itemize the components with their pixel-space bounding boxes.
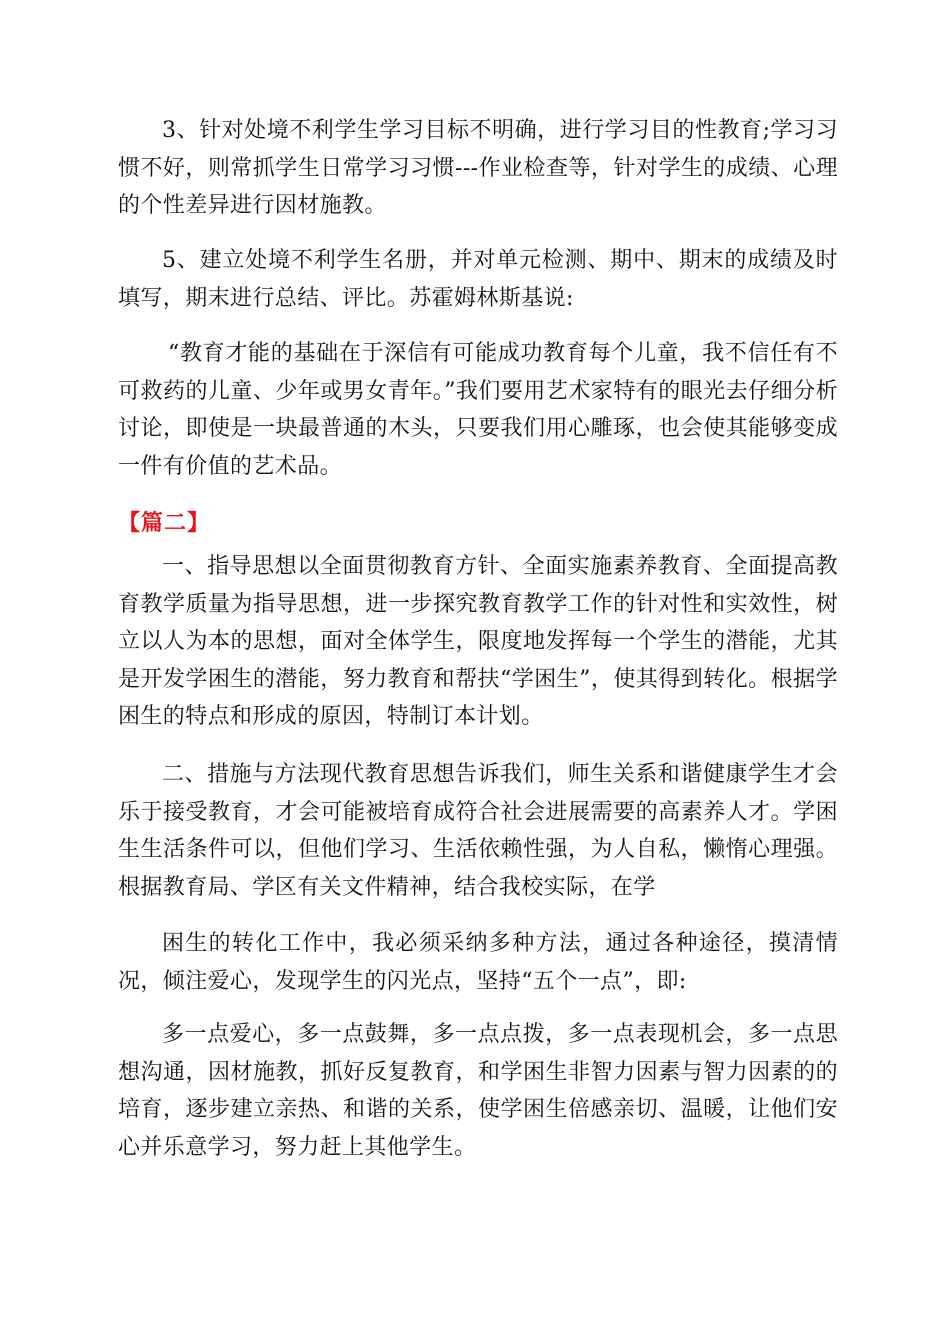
paragraph-measures-methods: 二、措施与方法现代教育思想告诉我们，师生关系和谐健康学生才会乐于接受教育，才会可能被培育成符合社会进展需要的高素养人才。学困生生活条件可以，但他们学习、生活依赖性强，为人自私，懒惰心理强。根据教育局、学区有关文件精神，结合我校实际，在学 bbox=[118, 762, 838, 900]
paragraph-transformation-work: 困生的转化工作中，我必须采纳多种方法，通过各种途径，摸清情况，倾注爱心，发现学生的闪光点，坚持“五个一点”，即: bbox=[118, 931, 838, 994]
paragraph-item-3: 3、针对处境不利学生学习目标不明确，进行学习目的性教育;学习习惯不好，则常抓学生日常学习习惯---作业检查等，针对学生的成绩、心理的个性差异进行因材施教。 bbox=[118, 118, 838, 218]
paragraph-item-5: 5、建立处境不利学生名册，并对单元检测、期中、期末的成绩及时填写，期末进行总结、评比。苏霍姆林斯基说: bbox=[118, 248, 838, 311]
section-heading: 【篇二】 bbox=[118, 511, 211, 536]
paragraph-quote: “教育才能的基础在于深信有可能成功教育每个儿童，我不信任有不可救药的儿童、少年或男女青年。”我们要用艺术家特有的眼光去仔细分析讨论，即使是一块最普通的木头，只要我们用心雕琢，也会使其能够变成一件有价值的艺术品。 bbox=[118, 341, 838, 479]
paragraph-five-points: 多一点爱心，多一点鼓舞，多一点点拨，多一点表现机会，多一点思想沟通，因材施教，抓好反复教育，和学困生非智力因素与智力因素的的培育，逐步建立亲热、和谐的关系，使学困生倍感亲切、温暖，让他们安心并乐意学习，努力赶上其他学生。 bbox=[118, 1022, 838, 1160]
paragraph-guiding-ideology: 一、指导思想以全面贯彻教育方针、全面实施素养教育、全面提高教育教学质量为指导思想，进一步探究教育教学工作的针对性和实效性，树立以人为本的思想，面对全体学生，限度地发挥每一个学生的潜能，尤其是开发学困生的潜能，努力教育和帮扶“学困生”，使其得到转化。根据学困生的特点和形成的原因，特制订本计划。 bbox=[118, 554, 838, 729]
